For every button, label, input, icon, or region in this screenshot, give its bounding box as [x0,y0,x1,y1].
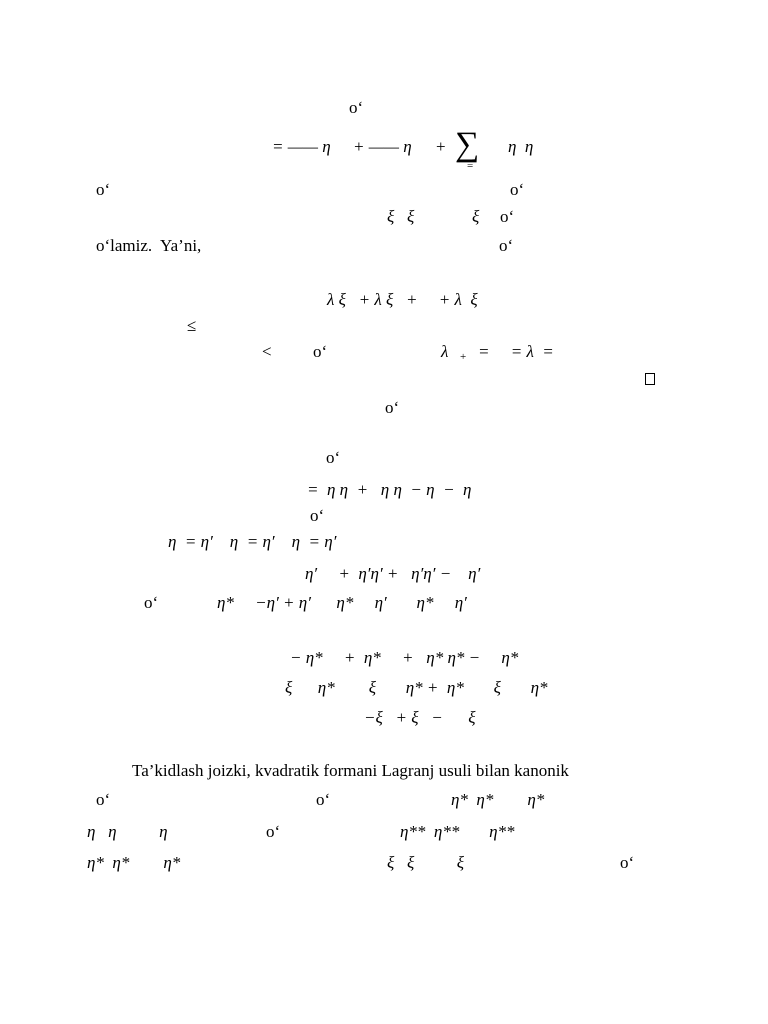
text-fragment: o‘ [96,790,111,809]
formula-fragment: η* η* η* [451,790,545,809]
paragraph-line: Ta’kidlash joizki, kvadratik formani Lagranj usuli bilan kanonik [132,761,569,780]
text-fragment: o‘ [310,506,325,525]
formula-fragment: ξ ξ [387,207,415,226]
text-line: o‘lamiz. Ya’ni, [96,236,202,255]
text-fragment: o‘ [349,98,364,117]
formula-line: λ ξ + λ ξ + + λ ξ [327,290,478,309]
text-fragment: o‘ [96,180,111,199]
text-fragment: o‘ [326,448,341,467]
text-fragment: o‘ [385,398,400,417]
text-fragment: o‘ [316,790,331,809]
formula-fragment: = —— η [272,137,331,156]
formula-fragment: ξ ξ ξ [387,853,465,872]
formula-fragment: + —— η [353,137,412,156]
formula-fragment: λ [441,342,449,361]
sum-symbol: ∑ [455,126,480,163]
text-fragment: o‘ [144,593,159,612]
formula-line: η = η′ η = η′ η = η′ [168,532,337,551]
formula-line: η* −η′ + η′ η* η′ η* η′ [217,593,467,612]
formula-fragment: + [436,137,446,156]
formula-fragment: ξ [472,207,480,226]
text-fragment: o‘ [499,236,514,255]
text-fragment: o‘ [500,207,515,226]
formula-fragment: η η [508,137,534,156]
formula-fragment: η η η [87,822,168,841]
formula-line: = η η + η η − η − η [307,480,472,499]
formula-fragment: η** η** η** [400,822,515,841]
formula-subscript: + [460,351,467,363]
formula-fragment: < [262,342,272,361]
text-fragment: o‘ [510,180,525,199]
formula-fragment: = = λ = [478,342,554,361]
formula-fragment: ≤ [187,316,197,335]
sum-subscript: = [467,160,474,172]
text-fragment: o‘ [620,853,635,872]
formula-fragment: η* η* η* [87,853,181,872]
formula-line: −ξ + ξ − ξ [364,708,476,727]
formula-line: ξ η* ξ η* + η* ξ η* [285,678,548,697]
end-of-proof-box [645,373,655,385]
text-fragment: o‘ [313,342,328,361]
text-fragment: o‘ [266,822,281,841]
formula-line: − η* + η* + η* η* − η* [290,648,519,667]
formula-line: η′ + η′η′ + η′η′ − η′ [305,564,481,583]
